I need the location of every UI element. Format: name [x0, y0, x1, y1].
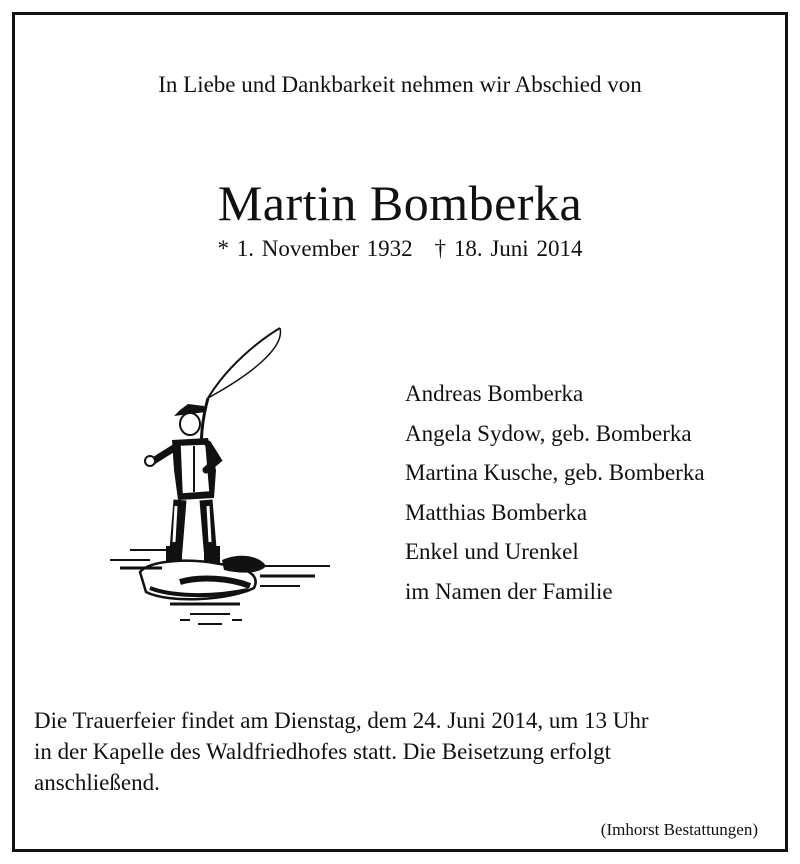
life-dates — [0, 236, 800, 262]
mourner-entry: Andreas Bomberka — [405, 381, 584, 406]
death-date: † 18. Juni 2014 — [434, 236, 583, 261]
mourner-entry: Angela Sydow, geb. Bomberka — [405, 420, 692, 446]
fly-fisherman-icon — [110, 320, 340, 650]
service-announcement — [34, 705, 774, 798]
mourner-entry: Matthias Bomberka — [405, 499, 588, 525]
mourner-entry: Enkel und Urenkel — [405, 539, 579, 564]
intro-text: In Liebe und Dankbarkeit nehmen wir Abschied von — [158, 72, 642, 97]
undertaker-credit: (Imhorst Bestattungen) — [600, 820, 758, 839]
mourner-entry: Martina Kusche, geb. Bomberka — [405, 460, 705, 485]
deceased-name: Martin Bomberka — [217, 175, 583, 231]
mourners-list — [405, 376, 705, 613]
birth-date: * 1. November 1932 — [217, 236, 413, 261]
service-line: Die Trauerfeier findet am Dienstag, dem 24. Juni 2014, um 13 Uhr — [34, 708, 649, 733]
service-line: anschließend. — [34, 770, 160, 795]
service-line: in der Kapelle des Waldfriedhofes statt. Die Beisetzung erfolgt — [34, 739, 612, 764]
mourner-entry: im Namen der Familie — [405, 578, 613, 604]
